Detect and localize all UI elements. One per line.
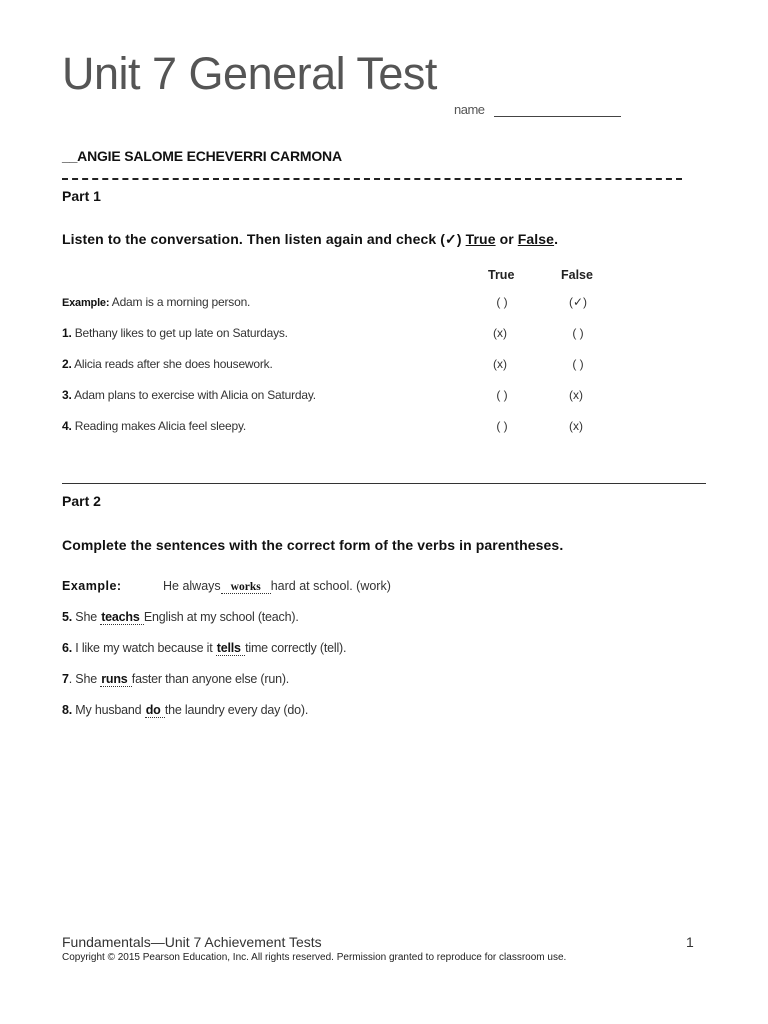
column-header-false: False [561,268,593,282]
column-header-true: True [488,268,515,282]
item-number: 8. [62,703,73,717]
true-checkbox[interactable]: (x) [493,357,507,371]
item-number: 7 [62,672,69,686]
true-checkbox[interactable]: ( ) [496,388,508,402]
false-word: False [517,231,555,247]
page-title: Unit 7 General Test [62,48,437,99]
sentence-row [62,703,308,717]
answer-field[interactable]: teachs [101,610,143,624]
instruction-text: Listen to the conversation. Then listen again and check ( [62,231,445,247]
sentence-text: time correctly (tell). [245,641,347,655]
true-checkbox[interactable]: ( ) [496,295,508,309]
name-blank-line[interactable] [494,116,621,117]
example-sentence [163,579,391,593]
section-divider [62,483,706,484]
part1-title: Part 1 [62,188,101,204]
statement-text: Reading makes Alicia feel sleepy. [71,419,247,433]
page-number: 1 [686,934,694,950]
sentence-row [62,672,289,686]
sentence-text: He always [163,579,221,593]
true-word: True [465,231,496,247]
sentence-text: My husband [72,703,145,717]
false-checkbox[interactable]: (x) [569,419,583,433]
sentence-text: I like my watch because it [72,641,216,655]
statement-row [62,326,288,340]
true-checkbox[interactable]: (x) [493,326,507,340]
item-number: 3. [62,388,72,402]
sentence-text: She [72,610,101,624]
copyright-notice: Copyright © 2015 Pearson Education, Inc. All rights reserved. Permission granted to reproduce for classroom use. [62,952,567,963]
statement-text: Alicia reads after she does housework. [71,357,273,371]
statement-row [62,388,316,402]
statement-row [62,419,246,433]
example-row [62,295,250,309]
answer-field[interactable]: runs [101,672,131,686]
dashed-divider [62,178,682,180]
item-number: 1. [62,326,72,340]
name-label: name [454,102,485,117]
part2-title: Part 2 [62,493,101,509]
sentence-text: the laundry every day (do). [164,703,309,717]
statement-text: Bethany likes to get up late on Saturdays. [71,326,288,340]
example-label: Example: [62,297,110,309]
sentence-text: . She [68,672,101,686]
example-answer: works [221,581,271,594]
instruction-text: . [554,231,559,247]
false-checkbox[interactable]: ( ) [572,357,584,371]
false-checkbox[interactable]: (x) [569,388,583,402]
student-name: __ANGIE SALOME ECHEVERRI CARMONA [62,148,342,164]
answer-field[interactable]: tells [216,641,245,655]
statement-text: Adam is a morning person. [109,295,251,309]
sentence-text: English at my school (teach). [143,610,299,624]
sentence-text: hard at school. (work) [270,579,391,593]
part2-instruction: Complete the sentences with the correct form of the verbs in parentheses. [62,537,564,553]
statement-text: Adam plans to exercise with Alicia on Saturday. [71,388,316,402]
item-number: 5. [62,610,73,624]
example-label: Example: [62,579,122,593]
answer-field[interactable]: do [145,703,164,717]
item-number: 6. [62,641,73,655]
sentence-row [62,610,299,624]
false-checkbox[interactable]: (✓) [568,295,588,309]
item-number: 2. [62,357,72,371]
part1-instruction [62,231,558,248]
false-checkbox[interactable]: ( ) [572,326,584,340]
footer-book-title: Fundamentals—Unit 7 Achievement Tests [62,934,322,950]
check-icon: ✓ [445,231,457,247]
instruction-text: ) [456,231,466,247]
sentence-row [62,641,346,655]
sentence-text: faster than anyone else (run). [131,672,290,686]
true-checkbox[interactable]: ( ) [496,419,508,433]
item-number: 4. [62,419,72,433]
statement-row [62,357,273,371]
instruction-text: or [495,231,518,247]
